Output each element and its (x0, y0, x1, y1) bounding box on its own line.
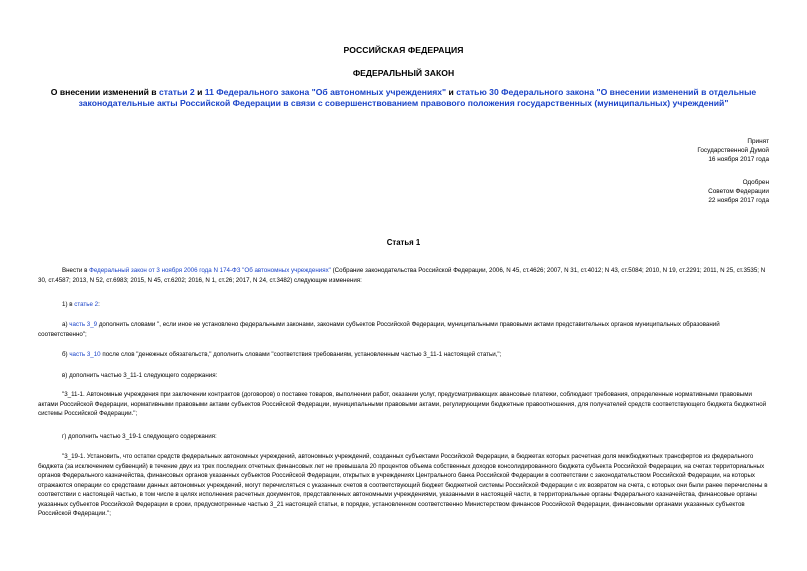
item-1-link[interactable]: статье 2 (74, 301, 99, 308)
approval-line-2: Советом Федерации (708, 188, 769, 196)
item-g: г) дополнить частью 3_19-1 следующего содержания: (62, 433, 217, 440)
adoption-line-1: Принят (747, 138, 769, 145)
approval-line-1: Одобрен (742, 179, 769, 186)
adoption-date: 16 ноября 2017 года (708, 156, 769, 164)
title-text-1: О внесении изменений в (50, 87, 159, 97)
intro-law-link[interactable]: Федеральный закон от 3 ноября 2006 года N 174-ФЗ "Об автономных учреждениях" (89, 267, 331, 274)
item-b-link[interactable]: часть 3_10 (69, 351, 101, 358)
article-heading: Статья 1 (386, 238, 421, 247)
adoption-block (697, 137, 769, 165)
adoption-line-2: Государственной Думой (697, 147, 769, 155)
law-type-heading: ФЕДЕРАЛЬНЫЙ ЗАКОН (352, 68, 455, 78)
title-text-2: и (194, 87, 205, 97)
law-title (40, 87, 767, 109)
federation-heading: РОССИЙСКАЯ ФЕДЕРАЦИЯ (343, 45, 464, 55)
item-1-text-a: 1) в (62, 301, 75, 308)
title-link-article-2[interactable]: статьи 2 (158, 87, 195, 97)
item-1 (38, 300, 769, 310)
title-link-article-30[interactable]: статью 30 Федерального закона "О внесении изменений в отдельные законодательные акты Российской Федерации в связи с совершенствованием правового положения государственных (муниципальных) учреждений" (78, 87, 757, 108)
item-a-link[interactable]: часть 3_9 (69, 321, 98, 328)
item-1-text-b: : (98, 301, 100, 308)
item-b-text-b: после слов "денежных обязательств," дополнить словами "соответствия требованиям, установленным частью 3_11-1 настоящей статьи,"; (100, 351, 502, 358)
title-link-article-11[interactable]: 11 Федерального закона "Об автономных учреждениях" (204, 87, 447, 97)
item-a-text-a: а) (62, 321, 70, 328)
item-b-text-a: б) (62, 351, 70, 358)
quote-3-11-1: "3_11-1. Автономные учреждения при заключении контрактов (договоров) о поставке товаров, выполнении работ, оказании услуг, предусматривающих авансовые платежи, соблюдают требования, определенные нормативными правовыми актами Российской Федерации, нормативными правовыми актами субъектов Российской Федерации, муниципальными правовыми актами, регулирующими бюджетные правоотношения, для получателей средств соответствующего бюджета бюджетной системы Российской Федерации."; (38, 391, 767, 417)
article-intro (38, 266, 769, 285)
intro-text-b: (Собрание законодательства Российской Федерации, 2006, N 45, ст.4626; 2007, N 31, ст.4012; N 43, ст.5084; 2010, N 19, ст.2291; 2011, N 25, ст.3535; N 30, ст.4587; 2013, N 52, ст.6983; 2015, N 45, ст.6202; 2016, N 1, ст.26; 2017, N 24, ст.3482) следующие изменения: (38, 267, 766, 284)
title-text-3: и (446, 87, 457, 97)
quote-3-19-1: "3_19-1. Установить, что остатки средств федеральных автономных учреждений, автономных учреждений, созданных субъектами Российской Федерации, в бюджетах которых расчетная доля межбюджетных трансфертов из федерального бюджета (за исключением субвенций) в течение двух из трех последних отчетных финансовых лет не превышала 20 процентов объема собственных доходов консолидированного бюджета субъекта Российской Федерации, на счетах территориальных органов Федерального казначейства, финансовых органов указанных субъектов Российской Федерации, открытых в учреждениях Центрального банка Российской Федерации в соответствии с законодательством Российской Федерации, на которых отражаются операции со средствами данных автономных учреждений, могут перечисляться с указанных счетов в соответствующий бюджет бюджетной системы Российской Федерации с их возвратом на счета, с которых они были ранее перечислены в соответствии с настоящей частью, в том числе в целях исполнения расчетных документов, представленных автономными учреждениями, указанными в настоящей части, в территориальные органы Федерального казначейства, финансовые органы указанных субъектов Российской Федерации в сроки, предусмотренные частью 3_21 настоящей статьи, в порядке, установленном соответственно Министерством финансов Российской Федерации, финансовыми органами указанных субъектов Российской Федерации."; (38, 453, 768, 517)
item-b (38, 350, 769, 360)
approval-date: 22 ноября 2017 года (708, 197, 769, 205)
item-a-text-b: дополнить словами ", если иное не установлено федеральными законами, законами субъектов Российской Федерации, муниципальными правовыми актами представительных органов муниципальных образований соответственно"; (38, 321, 720, 338)
approval-block (708, 178, 769, 206)
item-a (38, 320, 769, 339)
item-v: в) дополнить частью 3_11-1 следующего содержания: (62, 372, 218, 379)
intro-text-a: Внести в (62, 267, 90, 274)
